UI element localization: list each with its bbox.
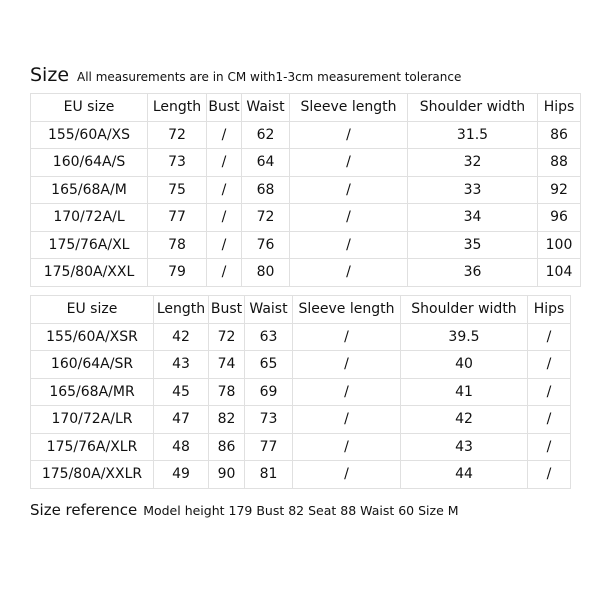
table-cell: / [207,231,242,259]
table-cell: 88 [538,149,581,177]
column-header: Hips [528,296,571,324]
table-cell: 76 [242,231,290,259]
table-cell: 40 [401,351,528,379]
table-cell: 32 [408,149,538,177]
table-cell: 160/64A/S [31,149,148,177]
table-cell: / [207,121,242,149]
table-row [31,259,581,287]
table-cell: 81 [245,461,293,489]
table-row [31,204,581,232]
table-row [31,149,581,177]
table-cell: 63 [245,323,293,351]
table-cell: 69 [245,378,293,406]
table-cell: 72 [242,204,290,232]
table-cell: 90 [209,461,245,489]
table-cell: 82 [209,406,245,434]
size-table-short [30,295,571,489]
table-cell: / [528,433,571,461]
table-cell: / [293,351,401,379]
table-cell: 65 [245,351,293,379]
table-cell: 73 [148,149,207,177]
table-cell: 72 [209,323,245,351]
table-cell: 86 [209,433,245,461]
table-cell: 31.5 [408,121,538,149]
table-cell: / [293,323,401,351]
table-row [31,406,571,434]
table-cell: 39.5 [401,323,528,351]
table-row [31,121,581,149]
table-cell: / [293,433,401,461]
table-cell: / [290,149,408,177]
size-reference-title: Size reference [30,501,138,519]
table-cell: 43 [154,351,209,379]
table-cell: 100 [538,231,581,259]
table-row [31,351,571,379]
table-row [31,378,571,406]
column-header: Length [148,94,207,122]
table-cell: / [293,406,401,434]
column-header: Waist [242,94,290,122]
table-cell: 47 [154,406,209,434]
table-cell: 75 [148,176,207,204]
table-cell: 44 [401,461,528,489]
column-header: Shoulder width [401,296,528,324]
size-reference [30,500,459,519]
table-cell: 78 [148,231,207,259]
table-cell: 155/60A/XS [31,121,148,149]
size-title: Size [30,64,70,86]
table-cell: 35 [408,231,538,259]
size-reference-note: Model height 179 Bust 82 Seat 88 Waist 60 Size M [143,503,459,518]
column-header: Sleeve length [290,94,408,122]
column-header: Bust [209,296,245,324]
table-cell: 160/64A/SR [31,351,154,379]
table-cell: 175/80A/XXLR [31,461,154,489]
table-cell: 68 [242,176,290,204]
table-row [31,176,581,204]
table-cell: 170/72A/L [31,204,148,232]
table-cell: / [290,176,408,204]
table-cell: / [207,259,242,287]
table-row [31,461,571,489]
table-cell: 165/68A/MR [31,378,154,406]
table-cell: 96 [538,204,581,232]
table-cell: 36 [408,259,538,287]
table-cell: 92 [538,176,581,204]
table-cell: / [528,378,571,406]
table-cell: 72 [148,121,207,149]
measurement-note: All measurements are in CM with1-3cm measurement tolerance [77,70,462,84]
table-cell: 49 [154,461,209,489]
table-cell: 41 [401,378,528,406]
table-cell: / [207,149,242,177]
table-cell: / [528,461,571,489]
table-cell: / [290,259,408,287]
column-header: Length [154,296,209,324]
table-cell: 74 [209,351,245,379]
table-cell: 48 [154,433,209,461]
table-cell: 33 [408,176,538,204]
column-header: Waist [245,296,293,324]
table-cell: 64 [242,149,290,177]
table-row [31,231,581,259]
header-row [31,94,581,122]
table-cell: / [528,406,571,434]
table-cell: / [207,204,242,232]
table-cell: / [528,351,571,379]
table-cell: 34 [408,204,538,232]
table-cell: 43 [401,433,528,461]
table-cell: 175/76A/XL [31,231,148,259]
size-heading [30,64,461,86]
table-cell: 165/68A/M [31,176,148,204]
table-row [31,323,571,351]
table-cell: 170/72A/LR [31,406,154,434]
table-cell: 73 [245,406,293,434]
column-header: Hips [538,94,581,122]
table-cell: 79 [148,259,207,287]
table-cell: 175/80A/XXL [31,259,148,287]
column-header: Bust [207,94,242,122]
table-cell: / [293,461,401,489]
table-cell: / [290,231,408,259]
table-cell: 155/60A/XSR [31,323,154,351]
column-header: EU size [31,296,154,324]
size-table-regular [30,93,581,287]
table-cell: 77 [148,204,207,232]
column-header: EU size [31,94,148,122]
table-cell: 78 [209,378,245,406]
table-cell: / [290,121,408,149]
table-cell: 77 [245,433,293,461]
column-header: Shoulder width [408,94,538,122]
table-cell: 86 [538,121,581,149]
table-cell: / [207,176,242,204]
table-cell: 80 [242,259,290,287]
table-cell: / [290,204,408,232]
table-cell: 42 [154,323,209,351]
table-cell: 62 [242,121,290,149]
table-cell: / [528,323,571,351]
header-row [31,296,571,324]
table-row [31,433,571,461]
table-cell: / [293,378,401,406]
table-cell: 45 [154,378,209,406]
column-header: Sleeve length [293,296,401,324]
table-cell: 175/76A/XLR [31,433,154,461]
table-cell: 42 [401,406,528,434]
table-cell: 104 [538,259,581,287]
